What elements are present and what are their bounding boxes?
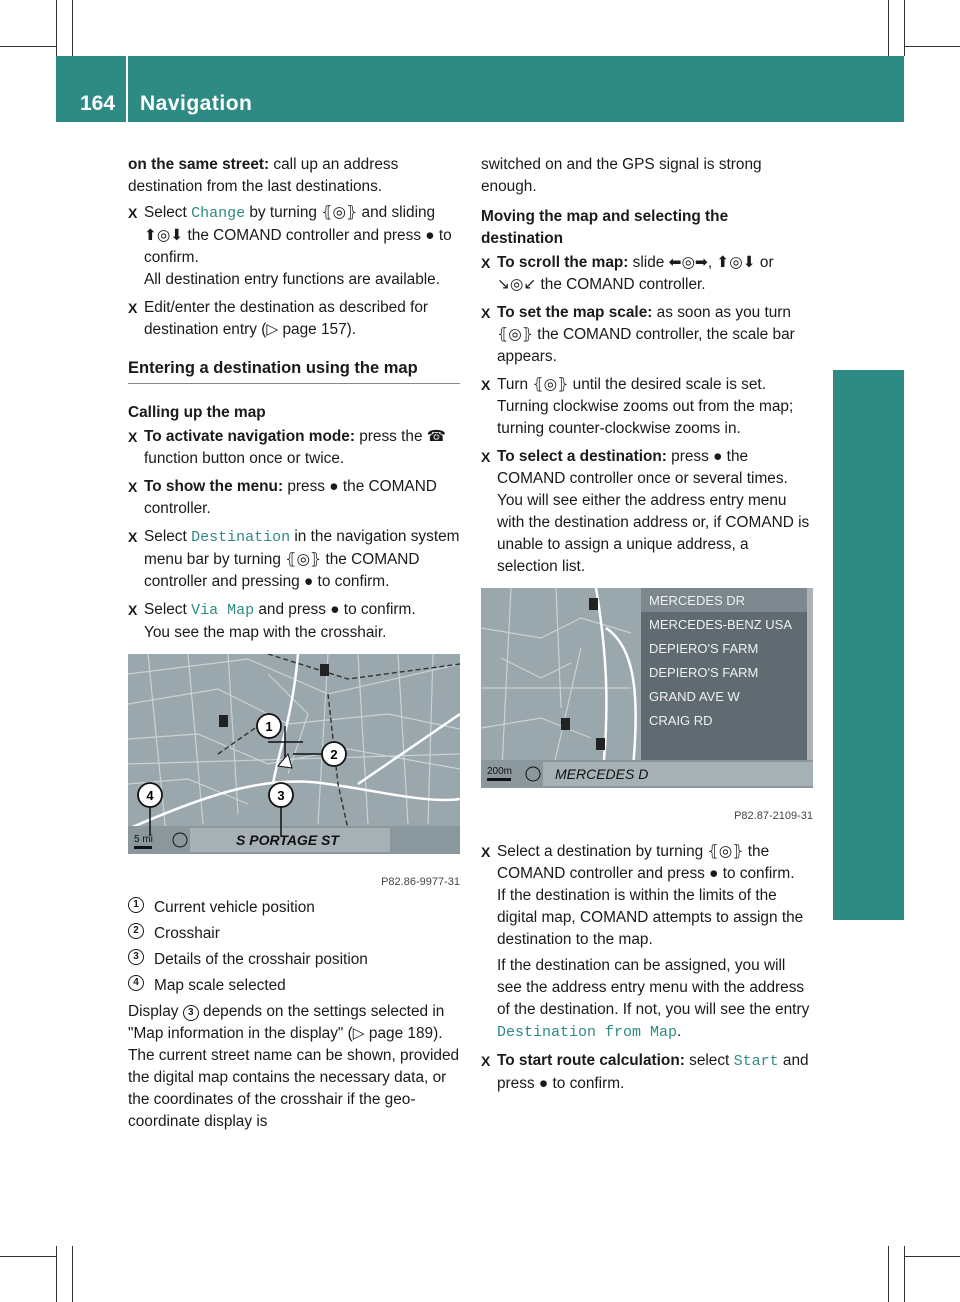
menu-term: Start <box>733 1053 779 1070</box>
side-tab <box>833 370 904 920</box>
step-marker-icon: X <box>481 844 491 860</box>
step-marker-icon: X <box>481 377 491 393</box>
svg-text:1: 1 <box>265 719 273 734</box>
svg-text:3: 3 <box>277 788 285 803</box>
legend-item: 2 Crosshair <box>128 923 460 945</box>
step-item: X Select Change by turning ⦃◎⦄ and sliding ⬆◎⬇ the COMAND controller and press ● to confirm. All destination entry functions are available. <box>128 204 452 288</box>
list-item[interactable]: GRAND AVE W <box>649 689 740 704</box>
right-column <box>481 154 813 1101</box>
sub-title: Moving the map and selecting the destination <box>481 208 729 247</box>
step-marker-icon: X <box>481 1053 491 1069</box>
crop-mark <box>56 1246 57 1302</box>
figure-code: P82.86-9977-31 <box>381 876 460 888</box>
crop-mark <box>0 1256 56 1257</box>
step-item: X To activate navigation mode: press the ☎ function button once or twice. <box>128 428 446 467</box>
step-item: X To set the map scale: as soon as you turn ⦃◎⦄ the COMAND controller, the scale bar appears. <box>481 304 795 365</box>
menu-term: Change <box>191 205 246 222</box>
display-paragraph: Display 3 depends on the settings selected in "Map information in the display" (▷ page 189). The current street name can be shown, provided the digital map contains the necessary data, or the coordinates of the crosshair if the geo-coordinate display is <box>128 1003 460 1130</box>
legend-ref-number: 3 <box>183 1005 199 1021</box>
step-marker-icon: X <box>128 205 138 221</box>
left-column <box>128 154 460 1137</box>
crop-mark <box>56 0 57 56</box>
legend-number: 1 <box>128 897 144 913</box>
map-scale-label: 5 mi <box>134 834 153 845</box>
section-title: Entering a destination using the map <box>128 357 460 384</box>
step-item: X Select Destination in the navigation system menu bar by turning ⦃◎⦄ the COMAND controller and pressing ● to confirm. <box>128 528 460 590</box>
list-item[interactable]: CRAIG RD <box>649 713 713 728</box>
legend-item: 1 Current vehicle position <box>128 897 460 919</box>
step-marker-icon: X <box>128 429 138 445</box>
crop-mark <box>904 1256 960 1257</box>
intro-paragraph <box>128 154 460 198</box>
crop-mark <box>904 46 960 47</box>
crop-mark <box>888 1246 889 1302</box>
continued-paragraph: switched on and the GPS signal is strong enough. <box>481 156 762 195</box>
crop-mark <box>888 0 889 56</box>
intro-text: call up an address destination from the last destinations. <box>128 156 399 195</box>
menu-term: Destination <box>191 529 291 546</box>
menu-term: Destination from Map <box>497 1024 678 1041</box>
legend-number: 3 <box>128 949 144 965</box>
legend-number: 2 <box>128 923 144 939</box>
crop-mark <box>904 0 905 56</box>
menu-term: Via Map <box>191 602 255 619</box>
crop-mark <box>72 0 73 56</box>
page-number: 164 <box>80 92 116 115</box>
intro-bold: on the same street: <box>128 156 270 173</box>
step-item: X Select Via Map and press ● to confirm. You see the map with the crosshair. <box>128 601 416 641</box>
list-item[interactable]: MERCEDES-BENZ USA <box>649 617 793 632</box>
step-marker-icon: X <box>481 449 491 465</box>
step-marker-icon: X <box>481 305 491 321</box>
crop-mark <box>0 46 56 47</box>
step-marker-icon: X <box>128 602 138 618</box>
crop-mark <box>904 1246 905 1302</box>
step-marker-icon: X <box>128 300 138 316</box>
step-item: X To scroll the map: slide ⬅◎➡, ⬆◎⬇ or ↘◎↙ the COMAND controller. <box>481 254 774 293</box>
svg-text:2: 2 <box>330 747 338 762</box>
crop-mark <box>72 1246 73 1302</box>
list-item[interactable]: DEPIERO'S FARM <box>649 641 759 656</box>
map-figure-selection-list <box>481 588 813 827</box>
map-image <box>481 588 813 788</box>
legend-item: 3 Details of the crosshair position <box>128 949 460 971</box>
page-title: Navigation <box>140 92 253 115</box>
map-street-label: S PORTAGE ST <box>236 832 339 848</box>
step-marker-icon: X <box>481 255 491 271</box>
sub-title: Calling up the map <box>128 404 266 421</box>
map-image <box>128 654 460 854</box>
legend-item: 4 Map scale selected <box>128 975 460 997</box>
side-tab-label: COMAND <box>92 385 117 490</box>
map-street-label: MERCEDES D <box>555 766 649 782</box>
map-figure-crosshair <box>128 654 460 893</box>
svg-text:4: 4 <box>146 788 154 803</box>
step-item: X To select a destination: press ● the COMAND controller once or several times. You will see either the address entry menu with the destination address or, if COMAND is unable to assign a unique address, a selection list. <box>481 448 810 575</box>
figure-code: P82.87-2109-31 <box>734 810 813 822</box>
step-marker-icon: X <box>128 479 138 495</box>
step-item: X To show the menu: press ● the COMAND controller. <box>128 478 437 517</box>
legend-number: 4 <box>128 975 144 991</box>
step-item: X Turn ⦃◎⦄ until the desired scale is set. Turning clockwise zooms out from the map; turning counter-clockwise zooms in. <box>481 376 794 437</box>
list-item[interactable]: DEPIERO'S FARM <box>649 665 759 680</box>
step-item: X Select a destination by turning ⦃◎⦄ the COMAND controller and press ● to confirm. If the destination is within the limits of the digital map, COMAND attempts to assign the destination to the map. If the destination can be assigned, you will see the address entry menu with the address of the destination. If not, you will see the entry Destination from Map. <box>481 843 810 1041</box>
step-marker-icon: X <box>128 529 138 545</box>
step-item: X Edit/enter the destination as described for destination entry (▷ page 157). <box>128 299 429 338</box>
map-scale-label: 200m <box>487 766 513 777</box>
step-item: X To start route calculation: select Start and press ● to confirm. <box>481 1052 809 1092</box>
list-item[interactable]: MERCEDES DR <box>649 593 746 608</box>
header-divider <box>126 56 128 122</box>
